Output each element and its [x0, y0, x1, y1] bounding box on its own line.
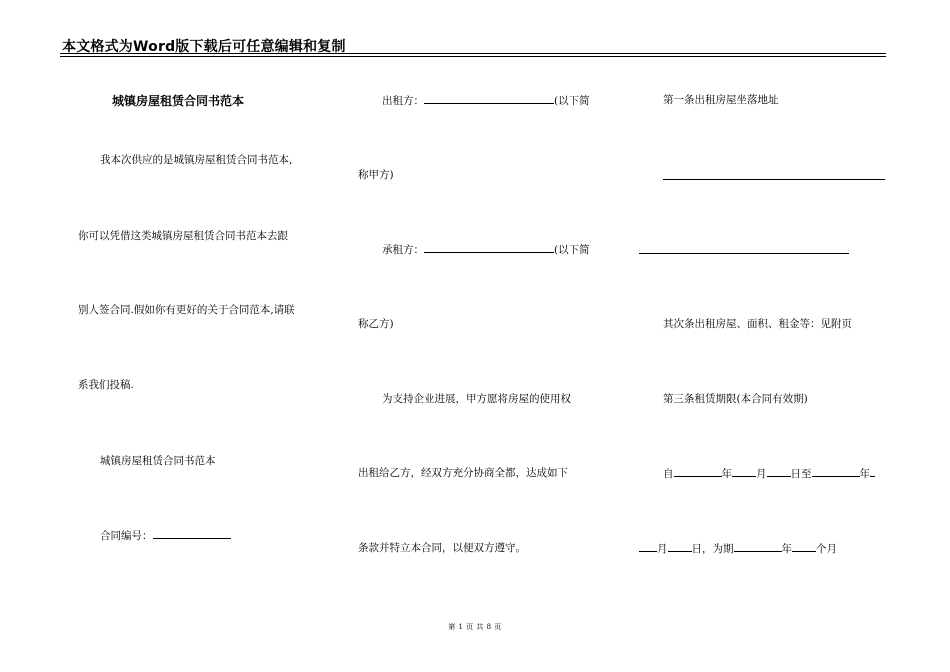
- subtitle: 城镇房屋租赁合同书范本: [100, 455, 216, 467]
- intro-line-4: 系我们投稿.: [78, 379, 134, 391]
- year2-label: 年: [859, 468, 870, 480]
- months-label: 个月: [816, 543, 837, 555]
- lessor-blank: [424, 93, 554, 104]
- paragraph-line-1: 为支持企业进展，甲方愿将房屋的使用权: [382, 393, 571, 405]
- end-month-blank: [639, 541, 657, 552]
- article-1: 第一条出租房屋坐落地址: [663, 94, 779, 106]
- contract-number-blank: [153, 528, 231, 539]
- header-divider: [60, 53, 886, 57]
- address-blank-line-1: [663, 179, 885, 180]
- start-year-blank: [674, 466, 722, 477]
- lease-start-date: [663, 466, 875, 481]
- lessor-field: [382, 93, 590, 108]
- term-months-blank: [792, 541, 816, 552]
- lessor-label: 出租方：: [382, 95, 424, 107]
- page-footer: 第 1 页 共 8 页: [448, 623, 502, 631]
- contract-number-label: 合同编号：: [100, 530, 153, 542]
- paragraph-line-3: 条款并特立本合同，以便双方遵守。: [358, 542, 526, 554]
- contract-number-field: [100, 528, 231, 543]
- intro-line-3: 别人签合同.假如你有更好的关于合同范本,请联: [78, 304, 295, 316]
- document-header: 本文格式为Word版下载后可任意编辑和复制: [62, 39, 346, 55]
- document-title: 城镇房屋租赁合同书范本: [112, 94, 245, 108]
- lessor-continuation: 称甲方): [358, 169, 394, 181]
- intro-line-2: 你可以凭借这类城镇房屋租赁合同书范本去跟: [78, 230, 288, 242]
- lease-end-date: [639, 541, 837, 556]
- lessee-suffix: (以下简: [554, 244, 590, 256]
- article-2: 其次条出租房屋、面积、租金等：见附页: [663, 318, 852, 330]
- address-blank-line-2: [639, 253, 849, 254]
- year-label: 年: [721, 468, 732, 480]
- article-3: 第三条租赁期限(本合同有效期): [663, 393, 808, 405]
- end-year-blank: [812, 466, 860, 477]
- month-label: 月: [756, 468, 767, 480]
- day-to-label: 日至: [790, 468, 812, 480]
- start-day-blank: [767, 466, 791, 477]
- paragraph-line-2: 出租给乙方，经双方充分协商全都，达成如下: [358, 467, 568, 479]
- month2-label: 月: [657, 543, 668, 555]
- from-label: 自: [663, 468, 674, 480]
- day2-label: 日，为期: [691, 543, 734, 555]
- lessor-suffix: (以下简: [554, 95, 590, 107]
- end-day-blank: [668, 541, 692, 552]
- year3-label: 年: [781, 543, 792, 555]
- lessee-label: 承租方：: [382, 244, 424, 256]
- start-month-blank: [732, 466, 756, 477]
- lessee-blank: [424, 242, 554, 253]
- end-month-blank-start: [870, 466, 875, 477]
- lessee-field: [382, 242, 590, 257]
- lessee-continuation: 称乙方): [358, 318, 394, 330]
- term-years-blank: [734, 541, 782, 552]
- intro-line-1: 我本次供应的是城镇房屋租赁合同书范本,: [100, 154, 293, 166]
